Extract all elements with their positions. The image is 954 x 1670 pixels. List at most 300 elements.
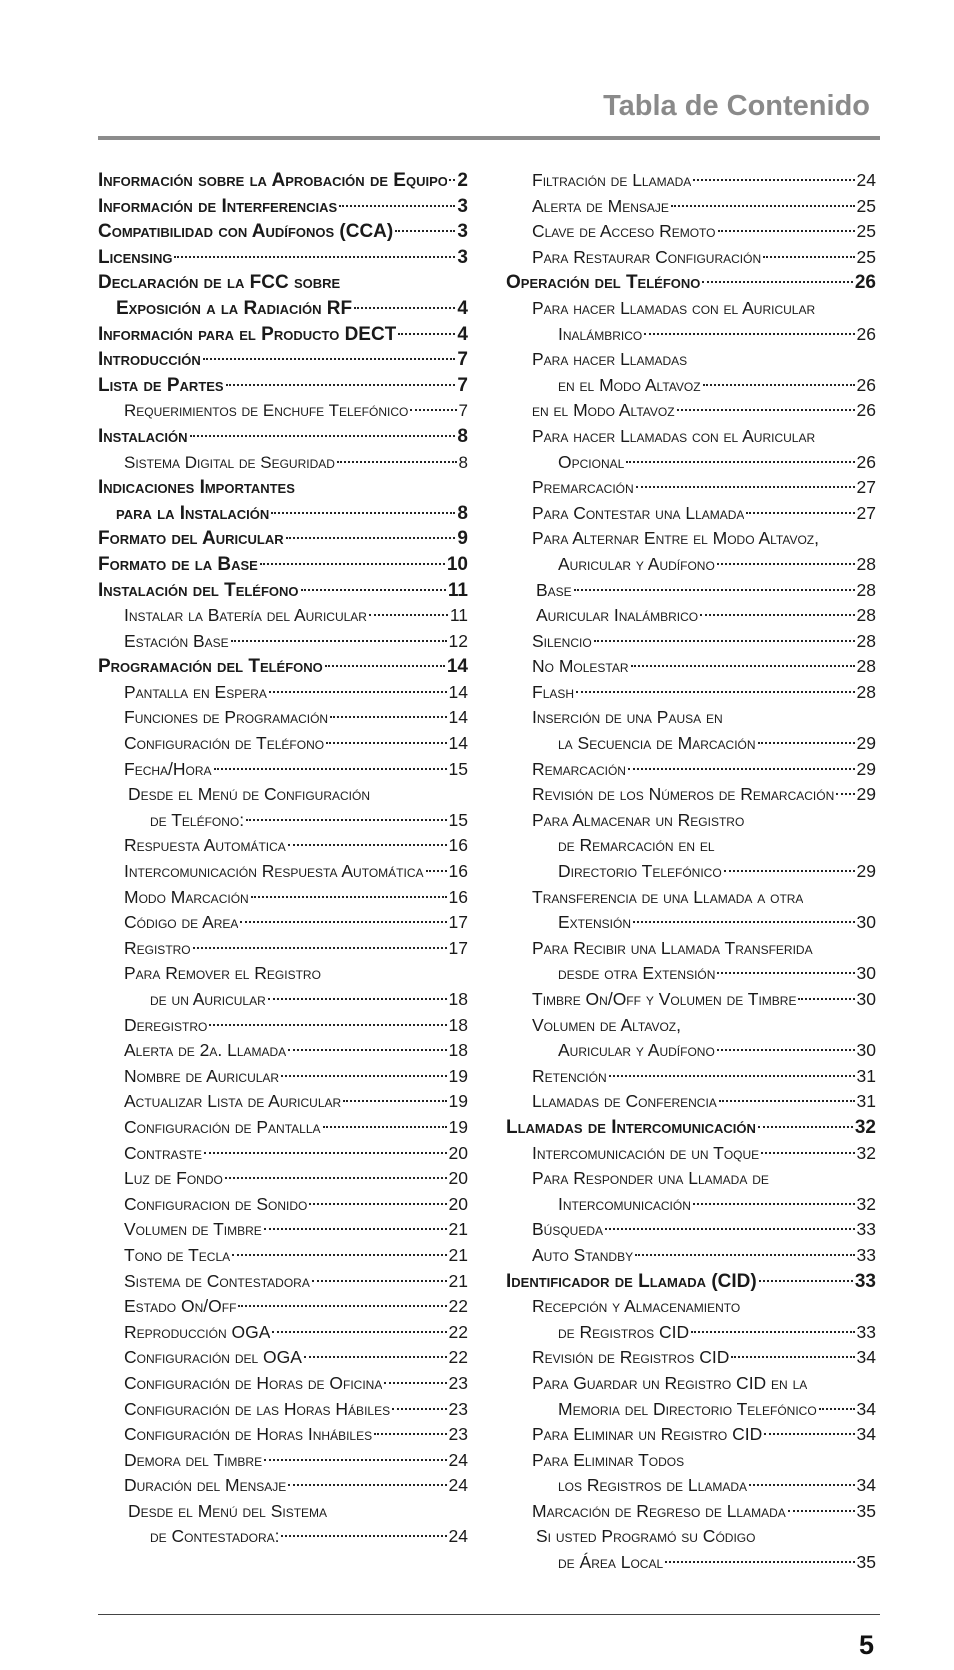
toc-entry[interactable] [506,987,876,1013]
toc-entry-page: 7 [457,374,468,396]
toc-entry-title: Auricular y Audífono [558,553,715,574]
toc-entry-title: Instalación [98,425,188,447]
toc-entry[interactable] [506,1243,876,1269]
toc-entry[interactable] [506,450,876,476]
toc-entry[interactable] [98,1345,468,1371]
toc-entry[interactable] [506,1345,876,1371]
dot-leader [594,640,855,642]
toc-entry-page: 35 [856,1552,876,1573]
toc-entry-title: Demora del Timbre [124,1449,263,1470]
dot-leader [798,998,854,1000]
toc-entry-page: 18 [448,1014,468,1035]
toc-right-column [506,168,876,1576]
dot-leader [226,384,456,386]
toc-entry[interactable] [506,961,876,987]
dot-leader [312,1280,447,1282]
toc-entry-title: Inalámbrico [558,323,643,344]
toc-entry-title: Transferencia de una Llamada a otra [532,886,804,907]
toc-entry-page: 20 [448,1168,468,1189]
toc-entry[interactable] [506,168,876,194]
toc-entry-page: 4 [457,297,468,319]
dot-leader [700,614,854,616]
dot-leader [628,768,855,770]
toc-entry[interactable] [506,1038,876,1064]
toc-entry-page: 17 [448,937,468,958]
toc-entry-title: Configuración de Horas Inhábiles [124,1424,373,1445]
toc-entry-title: Filtración de Llamada [532,170,692,190]
toc-entry-page: 33 [856,1321,876,1342]
toc-entry-title: Sistema Digital de Seguridad [124,452,335,472]
dot-leader [232,1254,446,1256]
toc-entry-title: desde otra Extensión [558,963,716,984]
toc-entry-title: No Molestar [532,656,629,677]
dot-leader [764,1433,854,1435]
toc-entry-title: Directorio Telefónico [558,861,722,882]
toc-entry[interactable] [506,322,876,348]
toc-entry[interactable] [98,1269,468,1295]
toc-entry[interactable] [98,782,468,808]
toc-entry-title: Para Recibir una Llamada Transferida [532,937,813,958]
toc-entry-title: de Área Local [558,1552,664,1573]
toc-entry[interactable] [506,373,876,399]
dot-leader [288,1049,446,1051]
toc-entry[interactable] [506,680,876,706]
toc-entry-page: 15 [448,758,468,779]
toc-entry-page: 11 [447,579,468,601]
toc-entry-page: 21 [448,1270,468,1291]
toc-entry[interactable] [506,757,876,783]
toc-entry[interactable] [506,194,876,220]
dot-leader [635,1254,854,1256]
toc-entry-page: 19 [448,1065,468,1086]
toc-entry-title: Tono de Tecla [124,1244,231,1265]
toc-entry-page: 16 [448,835,468,856]
toc-entry[interactable] [98,475,468,501]
toc-entry[interactable] [98,168,468,194]
toc-entry-page: 19 [448,1116,468,1137]
toc-entry-page: 19 [448,1091,468,1112]
toc-entry[interactable] [98,398,468,424]
dot-leader [354,307,455,309]
toc-entry-title: Pantalla en Espera [124,681,267,702]
toc-entry-title: Recepción y Almacenamiento [532,1296,741,1317]
toc-entry-page: 18 [448,989,468,1009]
toc-entry[interactable] [506,936,876,962]
toc-entry[interactable] [506,1397,876,1423]
toc-entry-title: Auto Standby [532,1244,634,1265]
toc-entry[interactable] [98,603,468,629]
dot-leader [395,230,455,232]
toc-entry-title: Revisión de los Números de Remarcación [532,784,835,805]
toc-entry-page: 33 [856,1244,876,1265]
toc-entry[interactable] [506,501,876,527]
toc-entry[interactable] [98,1422,468,1448]
toc-entry-page: 31 [856,1091,876,1112]
page-number: 5 [858,1630,874,1660]
dot-leader [636,486,855,488]
dot-leader [449,179,455,181]
toc-entry[interactable] [506,475,876,501]
toc-entry-page: 28 [856,553,876,574]
toc-entry[interactable] [506,1524,876,1550]
toc-entry-page: 14 [448,733,468,754]
toc-entry-title: Indicaciones Importantes [98,477,295,499]
toc-entry[interactable] [98,910,468,936]
dot-leader [301,589,446,591]
toc-entry[interactable] [98,654,468,680]
toc-entry-page: 30 [856,963,876,984]
toc-entry[interactable] [98,757,468,783]
toc-entry[interactable] [98,1294,468,1320]
toc-entry-title: Exposición a la Radiación RF [116,297,353,319]
toc-entry[interactable] [506,424,876,450]
toc-entry-page: 34 [856,1424,876,1445]
toc-entry-page: 27 [856,477,876,498]
toc-entry[interactable] [506,398,876,424]
toc-entry-title: Identificador de Llamada (CID) [506,1270,757,1292]
dot-leader [193,947,447,949]
toc-entry-page: 20 [448,1142,468,1163]
toc-entry-title: Operación del Teléfono [506,272,701,294]
dot-leader [717,972,854,974]
toc-entry[interactable] [506,219,876,245]
toc-entry-title: Contraste [124,1142,202,1163]
dot-leader [788,1510,855,1512]
toc-entry[interactable] [506,1422,876,1448]
toc-entry-page: 21 [448,1219,468,1240]
toc-entry-title: Inserción de una Pausa en [532,707,723,728]
toc-entry[interactable] [506,552,876,578]
dot-leader [286,537,456,539]
toc-entry-page: 12 [448,630,468,651]
dot-leader [384,1382,446,1384]
toc-entry-page: 14 [448,681,468,702]
toc-entry[interactable] [506,859,876,885]
toc-entry-title: Revisión de Registros CID [532,1347,730,1368]
toc-entry[interactable] [506,270,876,296]
toc-entry[interactable] [506,347,876,373]
toc-entry-page: 31 [856,1065,876,1086]
toc-entry[interactable] [506,1013,876,1039]
toc-entry-page: 7 [457,349,468,371]
dot-leader [426,870,447,872]
toc-entry-title: Modo Marcación [124,886,249,907]
toc-entry[interactable] [98,808,468,834]
toc-entry[interactable] [98,859,468,885]
toc-entry[interactable] [506,782,876,808]
toc-entry[interactable] [98,322,468,348]
toc-entry-page: 34 [856,1398,876,1419]
toc-entry-title: Para Remover el Registro [124,963,321,984]
toc-entry[interactable] [506,1550,876,1576]
toc-entry-title: de Teléfono: [150,809,245,830]
toc-entry-page: 22 [448,1321,468,1342]
toc-entry[interactable] [98,1217,468,1243]
dot-leader [231,640,447,642]
toc-entry-title: Código de Area [124,912,239,933]
toc-entry-page: 18 [448,1040,468,1061]
dot-leader [605,1228,855,1230]
toc-entry-page: 26 [856,374,876,395]
toc-entry[interactable] [506,731,876,757]
toc-entry-title: Para Guardar un Registro CID en la [532,1372,808,1393]
toc-entry[interactable] [98,961,468,987]
toc-entry[interactable] [506,705,876,731]
dot-leader [264,1459,446,1461]
toc-entry[interactable] [98,1499,468,1525]
toc-entry[interactable] [506,833,876,859]
toc-entry-title: Información para el Producto DECT [98,323,397,345]
toc-entry-page: 15 [448,809,468,830]
toc-entry[interactable] [506,1141,876,1167]
toc-entry[interactable] [98,936,468,962]
toc-entry-page: 23 [448,1372,468,1393]
toc-entry[interactable] [98,424,468,450]
dot-leader [339,205,455,207]
toc-entry-title: Para Restaurar Configuración [532,246,762,267]
toc-entry[interactable] [98,1141,468,1167]
toc-entry[interactable] [98,680,468,706]
toc-entry[interactable] [98,885,468,911]
toc-entry-page: 16 [448,886,468,907]
toc-entry-title: Desde el Menú del Sistema [128,1500,328,1521]
toc-entry-page: 26 [856,400,876,421]
toc-entry[interactable] [506,1192,876,1218]
toc-entry-page: 34 [856,1347,876,1368]
dot-leader [693,1203,855,1205]
toc-entry-title: Para Contestar una Llamada [532,502,745,523]
toc-entry[interactable] [506,1499,876,1525]
toc-entry[interactable] [98,552,468,578]
toc-entry[interactable] [98,347,468,373]
toc-entry-page: 28 [856,630,876,651]
toc-entry-page: 28 [856,681,876,702]
toc-entry[interactable] [506,1217,876,1243]
toc-entry[interactable] [98,1064,468,1090]
toc-entry[interactable] [98,526,468,552]
toc-entry-title: Búsqueda [532,1219,604,1240]
dot-leader [691,1331,854,1333]
toc-entry-title: Formato de la Base [98,553,258,575]
toc-entry-page: 8 [458,452,468,472]
toc-entry[interactable] [506,1089,876,1115]
toc-entry-title: Para hacer Llamadas [532,349,688,370]
toc-entry-page: 3 [457,221,468,243]
toc-entry[interactable] [506,1064,876,1090]
toc-entry-title: Instalación del Teléfono [98,579,299,601]
toc-entry[interactable] [98,245,468,271]
dot-leader [260,563,445,565]
dot-leader [633,921,855,923]
toc-entry-title: Funciones de Programación [124,707,329,728]
toc-entry[interactable] [506,1448,876,1474]
toc-entry-title: Auricular y Audífono [558,1040,715,1061]
toc-entry[interactable] [98,1192,468,1218]
toc-entry-page: 30 [856,912,876,933]
toc-entry[interactable] [506,603,876,629]
toc-entry[interactable] [506,808,876,834]
toc-entry[interactable] [506,1166,876,1192]
toc-entry-title: Llamadas de Intercomunicación [506,1116,756,1138]
toc-entry-page: 9 [457,528,468,550]
toc-entry-title: Para Eliminar un Registro CID [532,1424,763,1445]
dot-leader [174,256,455,258]
toc-entry[interactable] [98,219,468,245]
toc-entry[interactable] [506,629,876,655]
dot-leader [763,256,854,258]
toc-entry[interactable] [98,194,468,220]
toc-entry[interactable] [98,1115,468,1141]
toc-entry-title: de Remarcación en el [558,835,715,856]
toc-entry[interactable] [506,1269,876,1295]
toc-entry-page: 29 [856,733,876,754]
toc-entry[interactable] [98,373,468,399]
toc-entry[interactable] [506,1115,876,1141]
dot-leader [626,461,854,463]
toc-entry-title: Alerta de Mensaje [532,195,669,216]
dot-leader [819,1408,855,1410]
toc-entry-title: Para Responder una Llamada de [532,1168,769,1189]
dot-leader [281,1075,446,1077]
dot-leader [746,512,854,514]
toc-entry-page: 33 [856,1219,876,1240]
toc-entry-page: 32 [854,1116,876,1138]
toc-entry-title: Lista de Partes [98,374,224,396]
toc-entry-title: Flash [532,681,575,702]
toc-entry-page: 28 [856,605,876,626]
toc-entry-page: 32 [856,1142,876,1163]
toc-entry-title: Opcional [558,451,625,472]
toc-entry-title: de un Auricular [150,989,266,1009]
toc-entry[interactable] [98,296,468,322]
toc-entry[interactable] [98,1448,468,1474]
toc-entry-title: Nombre de Auricular [124,1065,280,1086]
toc-entry[interactable] [98,629,468,655]
toc-entry[interactable] [506,1371,876,1397]
toc-entry[interactable] [506,578,876,604]
dot-leader [631,665,855,667]
dot-leader [677,409,855,411]
toc-entry[interactable] [98,1089,468,1115]
toc-entry[interactable] [98,1013,468,1039]
toc-entry[interactable] [506,296,876,322]
toc-entry-title: Deregistro [124,1014,208,1035]
toc-entry[interactable] [98,1038,468,1064]
toc-entry[interactable] [98,578,468,604]
toc-entry-title: Volumen de Altavoz, [532,1014,681,1035]
dot-leader [288,844,447,846]
dot-leader [693,179,854,181]
toc-entry[interactable] [98,1473,468,1499]
toc-entry-page: 25 [856,195,876,216]
toc-entry-page: 35 [856,1500,876,1521]
toc-entry[interactable] [98,1243,468,1269]
toc-entry[interactable] [506,654,876,680]
toc-entry-title: Instalar la Batería del Auricular [124,605,367,626]
toc-entry-page: 11 [449,605,468,626]
dot-leader [374,1433,446,1435]
toc-entry-page: 7 [458,401,468,421]
toc-left-column [98,168,468,1550]
toc-entry[interactable] [506,1473,876,1499]
toc-entry-page: 25 [856,221,876,242]
toc-entry[interactable] [98,501,468,527]
dot-leader [609,1075,855,1077]
toc-entry[interactable] [98,705,468,731]
toc-entry[interactable] [506,1320,876,1346]
dot-leader [240,921,446,923]
toc-entry[interactable] [506,245,876,271]
toc-entry-title: Programación del Teléfono [98,656,323,678]
toc-entry[interactable] [506,1294,876,1320]
toc-entry[interactable] [98,1397,468,1423]
dot-leader [717,563,855,565]
toc-entry-title: Configuración de Teléfono [124,733,325,754]
dot-leader [251,896,447,898]
page-title: Tabla de Contenido [603,90,870,122]
toc-entry-title: de Contestadora: [150,1526,280,1547]
dot-leader [288,1484,446,1486]
toc-entry[interactable] [506,910,876,936]
toc-entry-page: 17 [448,912,468,933]
toc-entry-title: Auricular Inalámbrico [536,605,699,626]
toc-entry[interactable] [98,987,468,1013]
toc-entry-title: Llamadas de Conferencia [532,1091,717,1112]
toc-entry-title: los Registros de Llamada [558,1475,747,1496]
toc-entry-title: Fecha/Hora [124,758,212,779]
dot-leader [398,333,455,335]
toc-entry-page: 33 [854,1270,876,1292]
toc-entry[interactable] [98,833,468,859]
toc-entry-page: 30 [856,989,876,1009]
toc-entry-page: 24 [448,1449,468,1470]
dot-leader [190,435,456,437]
toc-entry[interactable] [98,450,468,476]
toc-entry-title: Alerta de 2a. Llamada [124,1040,287,1061]
header-rule [98,136,880,140]
toc-entry[interactable] [98,731,468,757]
toc-entry-title: Actualizar Lista de Auricular [124,1091,342,1112]
toc-entry[interactable] [506,885,876,911]
dot-leader [576,691,854,693]
toc-entry-page: 24 [448,1475,468,1496]
toc-entry[interactable] [98,1371,468,1397]
dot-leader [326,742,446,744]
toc-entry-page: 34 [856,1475,876,1496]
toc-entry[interactable] [98,270,468,296]
toc-entry-page: 24 [448,1526,468,1547]
toc-entry[interactable] [98,1320,468,1346]
dot-leader [325,665,445,667]
toc-entry-title: Base [536,579,572,600]
toc-entry[interactable] [98,1166,468,1192]
toc-entry-title: Intercomunicación de un Toque [532,1142,760,1163]
toc-entry-title: Configuración del OGA [124,1347,302,1368]
toc-entry-page: 2 [457,170,468,191]
dot-leader [718,230,855,232]
dot-leader [271,512,455,514]
toc-entry[interactable] [506,526,876,552]
toc-entry-title: Registro [124,937,191,958]
toc-entry[interactable] [98,1524,468,1550]
toc-entry-title: Para Eliminar Todos [532,1449,685,1470]
toc-entry-title: Para Almacenar un Registro [532,809,745,830]
dot-leader [268,998,447,1000]
toc-entry-title: Configuración de Pantalla [124,1116,321,1137]
toc-entry-title: de Registros CID [558,1321,690,1342]
toc-entry-title: en el Modo Altavoz [532,400,675,421]
toc-entry-title: Respuesta Automática [124,835,286,856]
